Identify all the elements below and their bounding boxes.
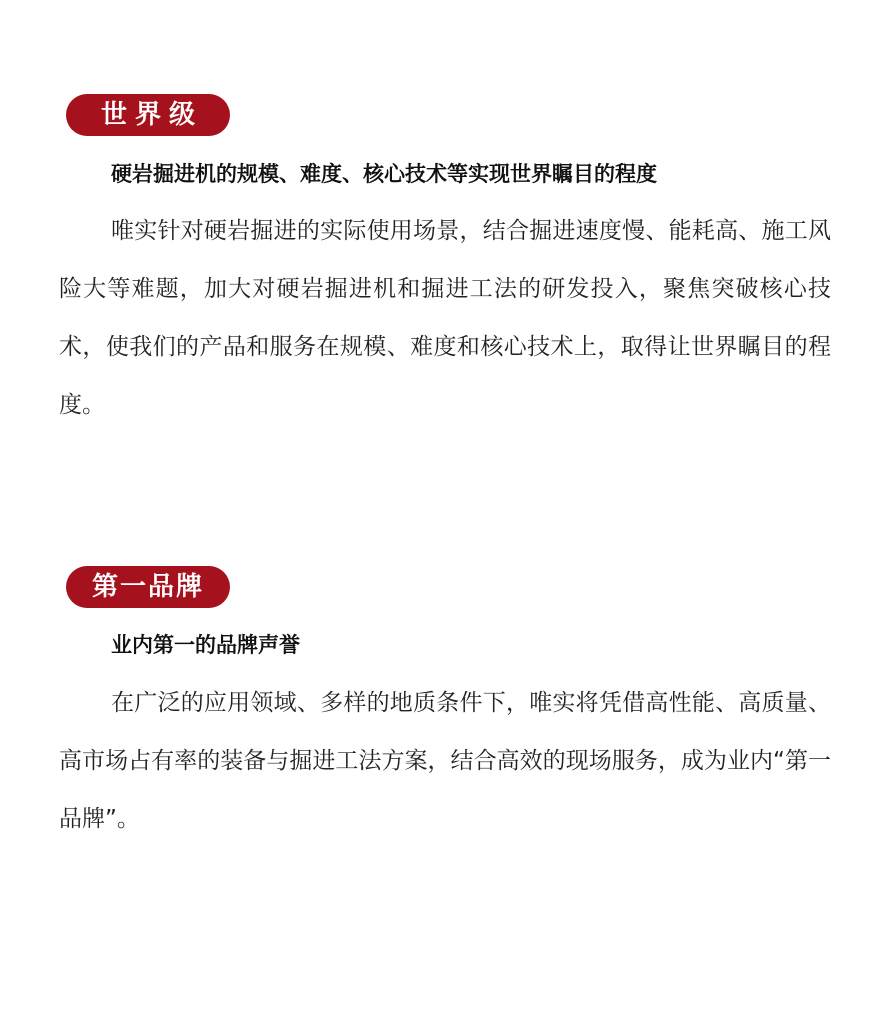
section-subtitle: 硬岩掘进机的规模、难度、核心技术等实现世界瞩目的程度 <box>111 162 657 186</box>
section-paragraph: 在广泛的应用领域、多样的地质条件下，唯实将凭借高性能、高质量、高市场占有率的装备与掘进工法方案，结合高效的现场服务，成为业内“第一品牌”。 <box>59 690 831 832</box>
section-paragraph: 唯实针对硬岩掘进的实际使用场景，结合掘进速度慢、能耗高、施工风险大等难题，加大对硬岩掘进机和掘进工法的研发投入，聚焦突破核心技术，使我们的产品和服务在规模、难度和核心技术上，取得让世界瞩目的程度。 <box>59 218 831 418</box>
section-badge: 世界级 <box>66 94 230 136</box>
section-subtitle: 业内第一的品牌声誉 <box>111 633 300 657</box>
section-badge: 第一品牌 <box>66 566 230 608</box>
